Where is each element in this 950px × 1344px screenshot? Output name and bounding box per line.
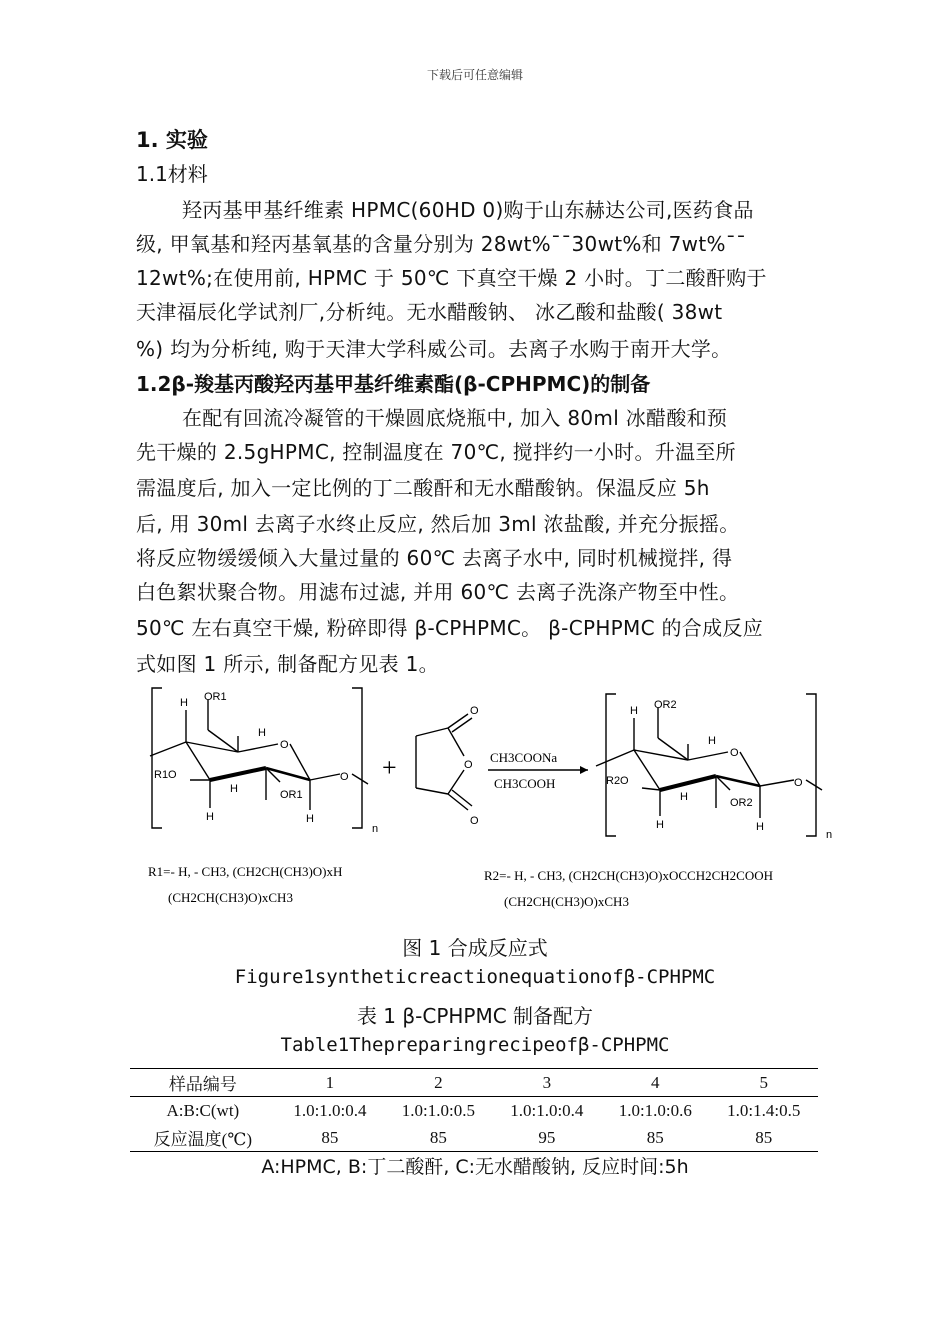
svg-text:H: H: [680, 791, 688, 803]
paragraph-line: 式如图 1 所示, 制备配方见表 1。: [136, 652, 439, 676]
table-header-cell: 5: [710, 1069, 818, 1097]
or2-label: OR2: [654, 699, 677, 711]
table-cell: 1.0:1.0:0.5: [401, 1100, 475, 1120]
paragraph-line: 级, 甲氧基和羟丙基氧基的含量分别为 28wt%¯¯30wt%和 7wt%¯¯: [136, 232, 747, 256]
paragraph-line: 天津福辰化学试剂厂,分析纯。无水醋酸钠、 冰乙酸和盐酸( 38wt: [136, 300, 723, 324]
table-cell: 95: [493, 1124, 601, 1152]
table-header-row: [130, 1069, 818, 1097]
table-cell: 1.0:1.0:0.4: [293, 1100, 367, 1120]
svg-text:n: n: [826, 829, 833, 841]
r1o-label: R1O: [154, 769, 177, 781]
paragraph-line: 在配有回流冷凝管的干燥圆底烧瓶中, 加入 80ml 冰醋酸和预: [182, 406, 728, 430]
svg-text:H: H: [630, 705, 638, 717]
table-cell: 85: [384, 1124, 492, 1152]
paragraph-line: 先干燥的 2.5gHPMC, 控制温度在 70℃, 搅拌约一小时。升温至所: [136, 440, 736, 464]
table-header-cell: 4: [601, 1069, 709, 1097]
r1-definition-cont: (CH2CH(CH3)O)xCH3: [168, 890, 293, 905]
r2-definition: R2=- H, - CH3, (CH2CH(CH3)O)xOCCH2CH2COOH: [484, 868, 774, 883]
table-cell: 85: [601, 1124, 709, 1152]
svg-text:O: O: [464, 759, 473, 771]
paragraph-line: 50℃ 左右真空干燥, 粉碎即得 β-CPHPMC。 β-CPHPMC 的合成反应: [136, 616, 764, 640]
r2o-label: R2O: [606, 775, 629, 787]
svg-text:H: H: [180, 697, 188, 709]
subsection-heading-preparation: 1.2β-羧基丙酸羟丙基甲基纤维素酯(β-CPHPMC)的制备: [136, 372, 651, 396]
paragraph-line: 羟丙基甲基纤维素 HPMC(60HD 0)购于山东赫达公司,医药食品: [182, 198, 754, 222]
reagent-acetic-acid: CH3COOH: [494, 776, 556, 791]
subsection-heading-materials: 1.1材料: [136, 162, 208, 186]
svg-text:n: n: [372, 823, 379, 835]
svg-text:H: H: [206, 811, 214, 823]
svg-text:H: H: [708, 735, 716, 747]
or1-label: OR1: [204, 691, 227, 703]
paragraph-line: 需温度后, 加入一定比例的丁二酸酐和无水醋酸钠。保温反应 5h: [136, 476, 710, 500]
svg-text:O: O: [730, 747, 739, 759]
r2-definition-cont: (CH2CH(CH3)O)xCH3: [504, 894, 629, 909]
table-cell: 1.0:1.0:0.6: [618, 1100, 692, 1120]
svg-text:H: H: [656, 819, 664, 831]
r1-definition: R1=- H, - CH3, (CH2CH(CH3)O)xH: [148, 864, 343, 879]
svg-text:O: O: [280, 739, 289, 751]
table-cell: 85: [710, 1124, 818, 1152]
svg-text:O: O: [470, 815, 479, 827]
svg-text:O: O: [794, 777, 803, 789]
table-cell: 1.0:1.0:0.4: [510, 1100, 584, 1120]
table-cell: 85: [276, 1124, 384, 1152]
svg-text:OR1: OR1: [280, 789, 303, 801]
table-row: [130, 1124, 818, 1152]
table-cell: A:B:C(wt): [166, 1100, 240, 1120]
svg-text:H: H: [258, 727, 266, 739]
svg-text:O: O: [340, 771, 349, 783]
figure-caption-en: Figure1syntheticreactionequationofβ-CPHPMC: [234, 966, 716, 988]
table-header-cell: 2: [384, 1069, 492, 1097]
reagent-sodium-acetate: CH3COONa: [490, 750, 558, 765]
table-row: [130, 1097, 818, 1125]
plus-sign: +: [382, 753, 397, 782]
paragraph-line: 12wt%;在使用前, HPMC 于 50℃ 下真空干燥 2 小时。丁二酸酐购于: [136, 266, 767, 290]
section-heading-experiment: 1. 实验: [136, 128, 208, 152]
page-header: 下载后可任意编辑: [426, 68, 523, 82]
table-header-cell: 样品编号: [130, 1069, 276, 1097]
table-caption-en: Table1Thepreparingrecipeofβ-CPHPMC: [280, 1034, 670, 1056]
svg-text:H: H: [306, 813, 314, 825]
paragraph-line: %) 均为分析纯, 购于天津大学科威公司。去离子水购于南开大学。: [136, 337, 732, 361]
table-caption-cn: 表 1 β-CPHPMC 制备配方: [356, 1004, 594, 1028]
reaction-scheme: [130, 680, 850, 920]
svg-text:H: H: [756, 821, 764, 833]
table-cell: 反应温度(℃): [130, 1124, 276, 1152]
svg-text:OR2: OR2: [730, 797, 753, 809]
table-cell: 1.0:1.4:0.5: [727, 1100, 801, 1120]
paragraph-line: 白色絮状聚合物。用滤布过滤, 并用 60℃ 去离子洗涤产物至中性。: [136, 580, 740, 604]
svg-text:H: H: [230, 783, 238, 795]
table-header-cell: 1: [276, 1069, 384, 1097]
paragraph-line: 后, 用 30ml 去离子水终止反应, 然后加 3ml 浓盐酸, 并充分振摇。: [136, 512, 740, 536]
paragraph-line: 将反应物缓缓倾入大量过量的 60℃ 去离子水中, 同时机械搅拌, 得: [136, 546, 733, 570]
svg-text:O: O: [470, 705, 479, 717]
figure-caption-cn: 图 1 合成反应式: [402, 936, 548, 960]
table-header-cell: 3: [493, 1069, 601, 1097]
recipe-table: [130, 1068, 818, 1152]
table-note: A:HPMC, B:丁二酸酐, C:无水醋酸钠, 反应时间:5h: [261, 1156, 689, 1178]
